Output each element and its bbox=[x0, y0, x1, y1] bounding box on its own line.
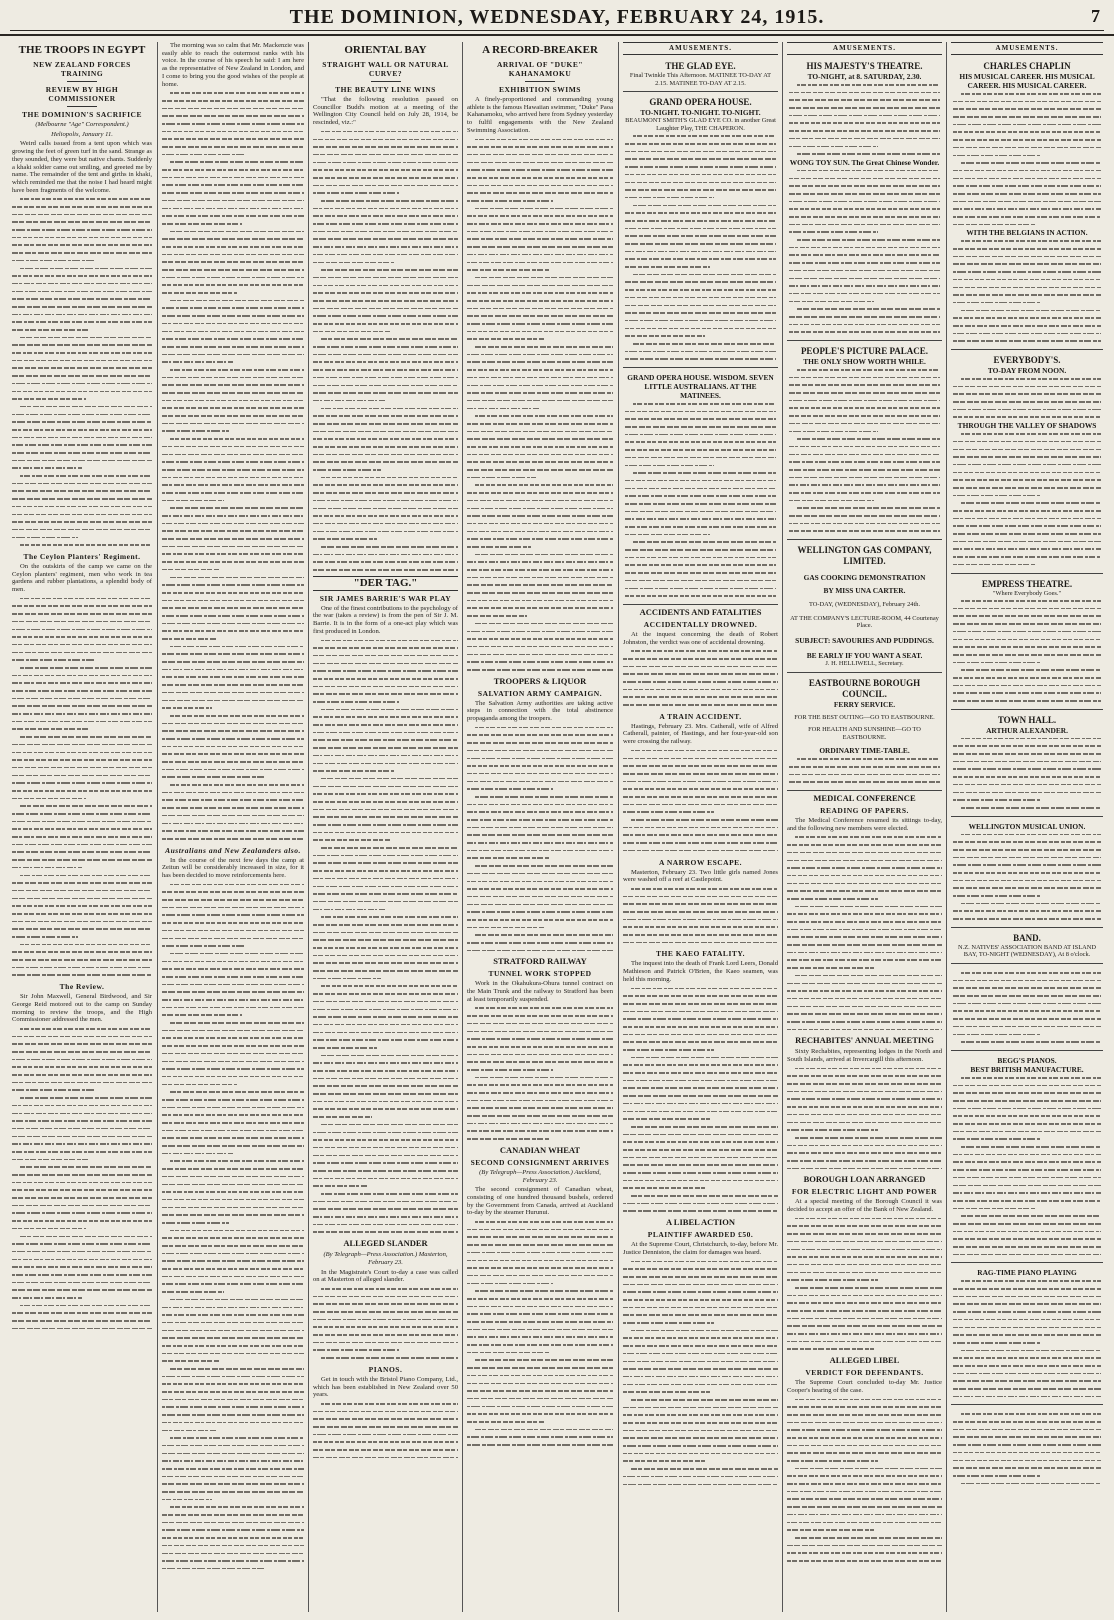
ad-valley: THROUGH THE VALLEY OF SHADOWS bbox=[957, 421, 1097, 431]
column-rule bbox=[946, 42, 947, 1612]
divider bbox=[525, 81, 555, 82]
amusements-header: AMUSEMENTS. bbox=[623, 42, 778, 55]
article-body-filler bbox=[12, 595, 152, 979]
ad-title: PEOPLE'S PICTURE PALACE. bbox=[800, 346, 929, 356]
subhead-drowned: ACCIDENTALLY DROWNED. bbox=[643, 619, 758, 629]
ad-filler bbox=[789, 167, 940, 336]
article-body-filler bbox=[12, 1025, 152, 1333]
headline-troopers: TROOPERS & LIQUOR bbox=[493, 675, 587, 686]
subhead-review-section: The Review. bbox=[59, 982, 105, 992]
ad-title: RAG-TIME PIANO PLAYING bbox=[977, 1268, 1077, 1278]
ad-presenter: BY MISS UNA CARTER. bbox=[823, 586, 906, 596]
ad-secretary: J. H. HELLIWELL, Secretary. bbox=[825, 659, 904, 667]
pianos-text: Get in touch with the Bristol Piano Company, Ltd., which has been established in New Zealand over 50 years. bbox=[313, 1375, 458, 1399]
article-body-filler bbox=[623, 747, 778, 855]
ad-gas-company bbox=[787, 542, 942, 672]
column-rule bbox=[308, 42, 309, 1612]
page-number: 7 bbox=[1091, 6, 1100, 26]
ad-belgians: WITH THE BELGIANS IN ACTION. bbox=[966, 228, 1088, 238]
subhead-exhibition: EXHIBITION SWIMS bbox=[499, 85, 581, 94]
libel-text: At the Supreme Court, Christchurch, to-day, before Mr. Justice Denniston, the claim for damages was heard. bbox=[623, 1241, 778, 1256]
subhead-plaintiff: PLAINTIFF AWARDED £50. bbox=[647, 1230, 754, 1240]
australians-text: In the course of the next few days the camp at Zeitun will be considerably increased in size, for it has been decided to move reinforcements here. bbox=[162, 856, 304, 879]
oriental-text: "That the following resolution passed on Councillor Budd's motion at a meeting of the Wellington City Council held on July 28, 1914, be rescinded, viz.:" bbox=[313, 96, 458, 127]
column-rule bbox=[462, 42, 463, 1612]
subhead-tunnel: TUNNEL WORK STOPPED bbox=[488, 969, 592, 979]
slander-dateline: (By Telegraph—Press Association.) Masterton, February 23. bbox=[323, 1251, 448, 1266]
amusements-header: AMUSEMENTS. bbox=[787, 42, 942, 55]
ad-career: HIS MUSICAL CAREER. HIS MUSICAL CAREER. HIS MUSICAL CAREER. bbox=[959, 72, 1095, 90]
article-body-filler bbox=[623, 1258, 778, 1489]
ad-glad-eye bbox=[623, 58, 778, 92]
article-body-filler bbox=[787, 1065, 942, 1173]
ad-empress bbox=[951, 576, 1103, 710]
ad-filler bbox=[953, 969, 1101, 1046]
ad-opera-house bbox=[623, 94, 778, 368]
wheat-dateline: (By Telegraph—Press Association.) Auckland, February 23. bbox=[479, 1168, 601, 1184]
ad-title: EASTBOURNE BOROUGH COUNCIL. bbox=[808, 677, 921, 699]
headline-libel: A LIBEL ACTION bbox=[666, 1217, 735, 1228]
ad-title: BAND. bbox=[1013, 932, 1041, 943]
article-body-filler bbox=[313, 1400, 458, 1462]
subhead-salvation: SALVATION ARMY CAMPAIGN. bbox=[477, 688, 603, 698]
article-body-filler bbox=[313, 637, 458, 1237]
article-body-filler bbox=[623, 885, 778, 947]
divider bbox=[67, 106, 97, 107]
medical-text: The Medical Conference resumed its sittings to-day, and the following new members were elected. bbox=[787, 817, 942, 832]
ad-title: BEGG'S PIANOS. bbox=[997, 1055, 1057, 1065]
ad-wong: WONG TOY SUN. The Great Chinese Wonder. bbox=[789, 157, 940, 167]
ad-text: BEAUMONT SMITH'S GLAD EYE CO. in another Great Laughter Play, THE CHAPERON. bbox=[625, 117, 776, 132]
ad-filler bbox=[953, 597, 1101, 705]
headline-oriental-bay: ORIENTAL BAY bbox=[344, 44, 427, 56]
ceylon-text: On the outskirts of the camp we came on the Ceylon planters' regiment, men who work in tea gardens and rubber plantations, a splendid body of men. bbox=[12, 562, 152, 594]
subhead-duke: ARRIVAL OF "DUKE" KAHANAMOKU bbox=[496, 60, 583, 78]
ad-filler bbox=[953, 237, 1101, 345]
column-5 bbox=[623, 42, 778, 1612]
article-continued: The morning was so calm that Mr. Mackenzie was easily able to reach the outermost ranks with his voice. In the course of his speech he said: I am here as the representative of New Zealand in London, and I come to bring you the good wishes of the people at home. bbox=[162, 42, 304, 88]
amusements-header: AMUSEMENTS. bbox=[951, 42, 1103, 55]
ad-filler bbox=[953, 1277, 1101, 1400]
article-body-filler bbox=[623, 985, 778, 1216]
tunnel-text: Work in the Okahukura-Ohura tunnel contract on the Main Trunk and the railway to Stratford has been at least temporarily suspended. bbox=[467, 980, 613, 1003]
ad-filler bbox=[953, 831, 1101, 923]
ad-subtitle: THE ONLY SHOW WORTH WHILE. bbox=[803, 357, 926, 366]
column-1 bbox=[12, 42, 152, 1612]
ad-title: WELLINGTON GAS COMPANY, LIMITED. bbox=[797, 545, 932, 567]
masthead bbox=[0, 0, 1114, 36]
ad-filler bbox=[953, 1074, 1101, 1259]
ad-venue: AT THE COMPANY'S LECTURE-ROOM, 44 Courtenay Place. bbox=[790, 614, 939, 630]
kaeo-text: The inquest into the death of Frank Lord Leers, Donald Mathieson and Patrick O'Brien, the Kaeo seamen, was held this morning. bbox=[623, 960, 778, 983]
subhead-consignment: SECOND CONSIGNMENT ARRIVES bbox=[470, 1157, 610, 1167]
ad-everybodys bbox=[951, 352, 1103, 574]
ad-outing: FOR THE BEST OUTING—GO TO EASTBOURNE. bbox=[794, 713, 935, 721]
headline-slander: ALLEGED SLANDER bbox=[343, 1238, 428, 1249]
ad-text: Final Twinkle This Afternoon. MATINEE TO-DAY AT 2.15. MATINEE TO-DAY AT 2.15. bbox=[629, 72, 772, 87]
ad-subject: SUBJECT: SAVOURIES AND PUDDINGS. bbox=[795, 635, 934, 645]
column-4 bbox=[467, 42, 613, 1612]
subhead-escape: A NARROW ESCAPE. bbox=[658, 857, 743, 867]
ad-chaplin bbox=[951, 58, 1103, 350]
ad-band bbox=[951, 930, 1103, 964]
subhead-electric: FOR ELECTRIC LIGHT AND POWER bbox=[791, 1187, 938, 1197]
ad-date: TO-DAY, (WEDNESDAY), February 24th. bbox=[808, 601, 921, 609]
subhead-barrie: SIR JAMES BARRIE'S WAR PLAY bbox=[319, 593, 452, 603]
ad-manufacture: BEST BRITISH MANUFACTURE. bbox=[970, 1064, 1084, 1074]
article-body-filler bbox=[12, 195, 152, 549]
subhead-training: NEW ZEALAND FORCES TRAINING bbox=[33, 60, 131, 78]
column-7 bbox=[951, 42, 1103, 1612]
ad-title: CHARLES CHAPLIN bbox=[983, 61, 1071, 71]
ad-filler bbox=[789, 755, 940, 786]
headline-troops: THE TROOPS IN EGYPT bbox=[18, 44, 146, 56]
column-2 bbox=[162, 42, 304, 1612]
wheat-text: The second consignment of Canadian wheat, consisting of one hundred thousand bushels, ordered by the Government from Canada, arrived at Auckland to-day by the steamer Hurunui. bbox=[467, 1186, 613, 1217]
review-text: Sir John Maxwell, General Birdwood, and Sir George Reid motored out to the camp on Sunday morning to review the troops, and the High Commissioner addressed the men. bbox=[12, 993, 152, 1024]
ad-filler bbox=[953, 1410, 1101, 1487]
slander-text: In the Magistrate's Court to-day a case was called on at Masterton of alleged slander. bbox=[313, 1268, 458, 1284]
article-body-filler bbox=[467, 724, 613, 955]
ad-ragtime bbox=[951, 1265, 1103, 1405]
drowned-text: At the inquest concerning the death of Robert Johnston, the verdict was one of accidental drowning. bbox=[623, 630, 778, 646]
headline-loan: BOROUGH LOAN ARRANGED bbox=[803, 1174, 926, 1185]
column-rule bbox=[618, 42, 619, 1612]
headline-rechabites: RECHABITES' ANNUAL MEETING bbox=[795, 1035, 934, 1046]
article-body-filler bbox=[787, 833, 942, 1033]
divider bbox=[371, 81, 401, 82]
article-body-filler bbox=[162, 881, 304, 1573]
ad-demo: GAS COOKING DEMONSTRATION bbox=[803, 573, 926, 583]
article-body-filler bbox=[467, 1004, 613, 1142]
column-3 bbox=[313, 42, 458, 1612]
ad-filler bbox=[953, 375, 1101, 421]
headline-record-breaker: A RECORD-BREAKER bbox=[482, 44, 598, 56]
column-rule bbox=[782, 42, 783, 1612]
ad-filler bbox=[789, 81, 940, 158]
ad-dancing bbox=[951, 966, 1103, 1051]
subhead-papers: READING OF PAPERS. bbox=[820, 806, 909, 816]
newspaper-title: THE DOMINION, WEDNESDAY, FEBRUARY 24, 1915. bbox=[289, 6, 825, 28]
headline-pianos: PIANOS. bbox=[368, 1364, 403, 1374]
ad-band-text: N.Z. NATIVES' ASSOCIATION BAND AT ISLAND BAY, TO-NIGHT (WEDNESDAY), At 8 o'clock. bbox=[958, 943, 1096, 959]
subhead-train: A TRAIN ACCIDENT. bbox=[659, 711, 742, 721]
ad-peoples-palace bbox=[787, 343, 942, 540]
ad-timetable: ORDINARY TIME-TABLE. bbox=[819, 746, 910, 756]
ad-ferry: FERRY SERVICE. bbox=[833, 699, 896, 709]
divider bbox=[67, 81, 97, 82]
headline-accidents: ACCIDENTS AND FATALITIES bbox=[639, 606, 762, 617]
ad-filler bbox=[953, 430, 1101, 568]
ad-title: EMPRESS THEATRE. bbox=[981, 578, 1073, 589]
duke-text: A finely-proportioned and commanding young athlete is the famous Hawaiian swimmer, "Duke" Paoa Kahanamoku, who arrived here from Sydney yesterday to fulfil engagements with the New Zealand Swimming Association. bbox=[467, 96, 613, 134]
ad-performer: ARTHUR ALEXANDER. bbox=[986, 725, 1068, 735]
ad-eastbourne bbox=[787, 675, 942, 792]
ad-early: BE EARLY IF YOU WANT A SEAT. bbox=[806, 650, 923, 660]
subhead-australians: Australians and New Zealanders also. bbox=[165, 845, 301, 855]
ad-times: TO-NIGHT, at 8. SATURDAY, 2.30. bbox=[807, 72, 922, 81]
ad-town-hall bbox=[951, 712, 1103, 817]
headline-medical: MEDICAL CONFERENCE bbox=[813, 793, 916, 804]
loan-text: At a special meeting of the Borough Council it was decided to accept an offer of the Bank of New Zealand. bbox=[787, 1198, 942, 1214]
ad-filler bbox=[953, 735, 1101, 812]
place-line: Heliopolis, January 11. bbox=[51, 130, 113, 138]
alleged-libel-text: The Supreme Court concluded to-day Mr. Justice Cooper's hearing of the case. bbox=[787, 1379, 942, 1394]
article-body-filler bbox=[313, 1285, 458, 1362]
dateline: (Melbourne "Age" Correspondent.) bbox=[35, 121, 129, 128]
article-body-filler bbox=[467, 136, 613, 674]
ad-tonight: TO-NIGHT. TO-NIGHT. TO-NIGHT. bbox=[640, 108, 761, 118]
escape-text: Masterton, February 23. Two little girls named Jones were washed off a reef at Castlepoint. bbox=[623, 868, 778, 884]
ad-printing bbox=[951, 1407, 1103, 1491]
ad-his-majestys bbox=[787, 58, 942, 341]
ad-musical-union bbox=[951, 819, 1103, 928]
ad-filler bbox=[953, 90, 1101, 228]
subhead-kaeo: THE KAEO FATALITY. bbox=[656, 949, 745, 959]
article-body-filler bbox=[623, 647, 778, 709]
ad-title: THE GLAD EYE. bbox=[665, 61, 736, 71]
ad-noon: TO-DAY FROM NOON. bbox=[987, 366, 1067, 375]
headline-der-tag: "DER TAG." bbox=[313, 576, 458, 591]
ad-title: GRAND OPERA HOUSE. bbox=[649, 97, 752, 108]
subhead-review: REVIEW BY HIGH COMMISSIONER bbox=[45, 85, 119, 103]
article-body-filler bbox=[787, 1396, 942, 1565]
column-rule bbox=[157, 42, 158, 1612]
headline-stratford: STRATFORD RAILWAY bbox=[493, 956, 587, 967]
ad-title: HIS MAJESTY'S THEATRE. bbox=[806, 61, 923, 71]
article-body-filler bbox=[787, 1215, 942, 1353]
subhead-wall: STRAIGHT WALL OR NATURAL CURVE? bbox=[322, 60, 449, 78]
subhead-beauty: THE BEAUTY LINE WINS bbox=[335, 85, 436, 94]
salvation-text: The Salvation Army authorities are taking active steps in connection with the total abstinence propaganda among the troopers. bbox=[467, 699, 613, 723]
article-body-filler bbox=[467, 1218, 613, 1449]
article-body-filler bbox=[162, 89, 304, 842]
ad-title: WELLINGTON MUSICAL UNION. bbox=[968, 821, 1086, 831]
headline-alleged-libel: ALLEGED LIBEL bbox=[829, 1355, 900, 1366]
masthead-rule bbox=[10, 30, 1104, 31]
rechabite-text: Sixty Rechabites, representing lodges in the North and South Islands, arrived at Invercargill this afternoon. bbox=[787, 1048, 942, 1064]
play-text: One of the finest contributions to the psychology of the war (takes a review) is from the pen of Sir J. M. Barrie. It is in the form of a one-act play which was first produced in London. bbox=[313, 604, 458, 635]
ad-filler bbox=[789, 366, 940, 535]
ad-opera-wisdom bbox=[623, 370, 778, 605]
column-6 bbox=[787, 42, 942, 1612]
ad-beggs bbox=[951, 1053, 1103, 1264]
headline-wheat: CANADIAN WHEAT bbox=[499, 1144, 581, 1155]
ad-title: EVERYBODY'S. bbox=[993, 355, 1061, 365]
article-body-filler bbox=[313, 128, 458, 574]
ad-slogan: "Where Everybody Goes." bbox=[992, 589, 1062, 597]
train-text: Hastings, February 23. Mrs. Catherall, wife of Alfred Catherall, painter, of Hastings, and her four-year-old son were crossing the railway. bbox=[623, 722, 778, 746]
subhead-sacrifice: THE DOMINION'S SACRIFICE bbox=[22, 110, 142, 119]
article-lead: Weird calls issued from a tent upon which was growing the feet of green turf in the sand. Strange as they sounded, they were but native chants. Suddenly a khaki soldier came out smiling, and greeted me by name. The remainder of the tent and girths in khaki, which reminded me that the noise I had heard might have been fragments of the welcome. bbox=[12, 140, 152, 194]
subhead-verdict: VERDICT FOR DEFENDANTS. bbox=[805, 1368, 924, 1378]
ad-filler bbox=[625, 132, 776, 363]
ad-title: TOWN HALL. bbox=[997, 714, 1057, 725]
ad-filler bbox=[625, 400, 776, 600]
subhead-ceylon: The Ceylon Planters' Regiment. bbox=[23, 551, 141, 561]
ad-health: FOR HEALTH AND SUNSHINE—GO TO EASTBOURNE. bbox=[808, 726, 921, 741]
ad-title: GRAND OPERA HOUSE. WISDOM. SEVEN LITTLE AUSTRALIANS. AT THE MATINEES. bbox=[627, 373, 774, 400]
